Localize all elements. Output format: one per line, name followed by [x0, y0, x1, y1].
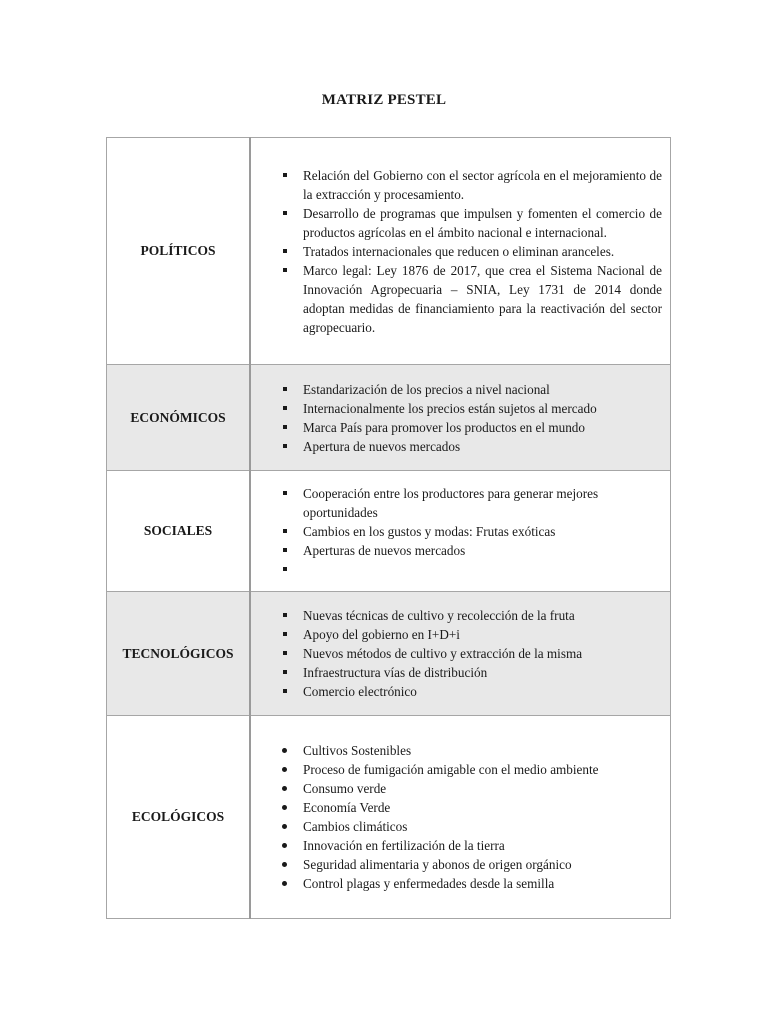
list-item: [281, 817, 662, 836]
list-item: [281, 798, 662, 817]
list-item: [281, 204, 662, 242]
row-label-sociales: SOCIALES: [107, 471, 251, 592]
list-item: [281, 399, 662, 418]
list-item: [281, 166, 662, 204]
list-item-text: Consumo verde: [303, 781, 387, 796]
list-item-text: Aperturas de nuevos mercados: [303, 542, 466, 558]
page-title: MATRIZ PESTEL: [321, 92, 447, 108]
list-item: [281, 760, 662, 779]
list-item-text: Estandarización de los precios a nivel nacional: [303, 381, 550, 397]
list-item: [281, 522, 662, 541]
list-item: [281, 644, 662, 663]
table-row-politicos: [107, 138, 671, 365]
row-label-ecologicos: ECOLÓGICOS: [107, 716, 251, 919]
list-item-text: Cambios climáticos: [303, 819, 408, 834]
row-content-sociales: [250, 471, 671, 592]
factor-list-sociales: [281, 484, 662, 579]
row-label-tecnologicos: TECNOLÓGICOS: [107, 592, 251, 716]
list-item-text: Cultivos Sostenibles: [303, 743, 412, 758]
list-item-text: Control plagas y enfermedades desde la semilla: [303, 876, 555, 891]
list-item-text: Cambios en los gustos y modas: Frutas exóticas: [303, 523, 556, 539]
list-item-text: Apoyo del gobierno en I+D+i: [303, 627, 460, 642]
factor-list-politicos: [281, 166, 662, 337]
list-item-text: Tratados internacionales que reducen o eliminan aranceles.: [303, 243, 615, 259]
factor-list-economicos: [281, 380, 662, 456]
list-item-text: Nuevos métodos de cultivo y extracción de la misma: [303, 646, 583, 661]
table-row-ecologicos: [107, 716, 671, 919]
list-item: [281, 682, 662, 701]
list-item-text: Marca País para promover los productos en el mundo: [303, 419, 585, 435]
list-item-text: Proceso de fumigación amigable con el medio ambiente: [303, 762, 599, 777]
table-row-sociales: [107, 471, 671, 592]
list-item-text: Cooperación entre los productores para generar mejores oportunidades: [303, 485, 599, 520]
list-item: [281, 663, 662, 682]
row-label-politicos: POLÍTICOS: [107, 138, 251, 365]
list-item: [281, 741, 662, 760]
list-item-text: Innovación en fertilización de la tierra: [303, 838, 505, 853]
list-item: [281, 874, 662, 893]
factor-list-tecnologicos: [281, 606, 662, 701]
factor-list-ecologicos: [281, 741, 662, 893]
list-item-text: Marco legal: Ley 1876 de 2017, que crea el Sistema Nacional de Innovación Agropecuaria – SNIA, Ley 1731 de 2014 donde adoptan medidas de financiamiento para la reactivación del sector agropecuario.: [303, 262, 662, 335]
list-item: [281, 437, 662, 456]
list-item: [281, 836, 662, 855]
list-item: [281, 541, 662, 560]
list-item: [281, 560, 662, 579]
list-item: [281, 606, 662, 625]
list-item: [281, 779, 662, 798]
list-item: [281, 418, 662, 437]
list-item-text: Nuevas técnicas de cultivo y recolección de la fruta: [303, 608, 575, 623]
list-item-text: Infraestructura vías de distribución: [303, 665, 488, 680]
row-content-tecnologicos: [250, 592, 671, 716]
list-item-text: Economía Verde: [303, 800, 391, 815]
table-row-tecnologicos: [107, 592, 671, 716]
list-item: [281, 484, 662, 522]
row-content-politicos: [250, 138, 671, 365]
row-label-economicos: ECONÓMICOS: [107, 365, 251, 471]
list-item-text: Desarrollo de programas que impulsen y fomenten el comercio de productos agrícolas en el ámbito nacional e internacional.: [303, 205, 662, 240]
table-row-economicos: [107, 365, 671, 471]
list-item-text: Relación del Gobierno con el sector agrícola en el mejoramiento de la extracción y procesamiento.: [303, 167, 662, 202]
row-content-ecologicos: [250, 716, 671, 919]
list-item: [281, 242, 662, 261]
row-content-economicos: [250, 365, 671, 471]
list-item: [281, 380, 662, 399]
list-item: [281, 855, 662, 874]
list-item: [281, 625, 662, 644]
list-item-text: Comercio electrónico: [303, 684, 417, 699]
list-item: [281, 261, 662, 337]
list-item-text: Internacionalmente los precios están sujetos al mercado: [303, 400, 597, 416]
list-item-text: Apertura de nuevos mercados: [303, 438, 461, 454]
pestel-table: [106, 137, 671, 919]
list-item-text: Seguridad alimentaria y abonos de origen orgánico: [303, 857, 572, 872]
